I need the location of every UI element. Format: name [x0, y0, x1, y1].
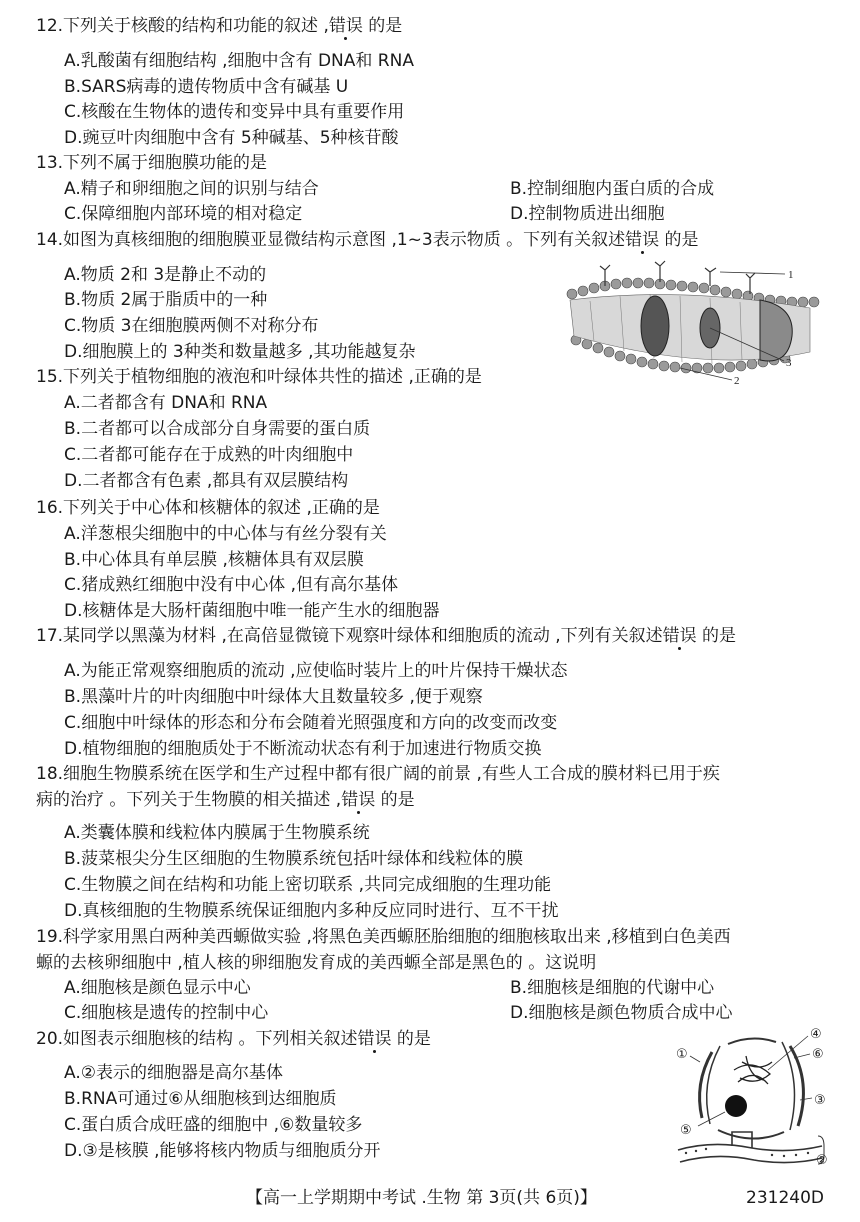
option-13d: D.控制物质进出细胞	[510, 204, 665, 224]
option-20c: C.蛋白质合成旺盛的细胞中 ,⑥数量较多	[64, 1115, 363, 1135]
emphasis-mark: 错误	[357, 1029, 392, 1049]
nucleus-label-6: ⑥	[812, 1047, 824, 1062]
cell-nucleus-figure	[672, 1022, 832, 1170]
option-19c: C.细胞核是遗传的控制中心	[64, 1003, 269, 1023]
nucleus-label-2: ②	[816, 1153, 828, 1168]
option-20d: D.③是核膜 ,能够将核内物质与细胞质分开	[64, 1141, 381, 1161]
option-19a: A.细胞核是颜色显示中心	[64, 978, 251, 998]
membrane-label-2: 2	[734, 375, 740, 386]
option-14b: B.物质 2属于脂质中的一种	[64, 290, 268, 310]
question-14-stem: 14.如图为真核细胞的细胞膜亚显微结构示意图 ,1~3表示物质 。下列有关叙述错误 的是	[36, 230, 699, 250]
option-17d: D.植物细胞的细胞质处于不断流动状态有利于加速进行物质交换	[64, 739, 542, 759]
page-footer: 【高一上学期期中考试 .生物 第 3页(共 6页)】	[246, 1188, 597, 1208]
membrane-label-1: 1	[788, 269, 794, 281]
option-18d: D.真核细胞的生物膜系统保证细胞内多种反应同时进行、互不干扰	[64, 901, 559, 921]
question-18-stem-cont: 病的治疗 。下列关于生物膜的相关描述 ,错误 的是	[36, 790, 415, 810]
option-20b: B.RNA可通过⑥从细胞核到达细胞质	[64, 1089, 337, 1109]
exam-code: 231240D	[746, 1188, 824, 1208]
question-12-stem: 12.下列关于核酸的结构和功能的叙述 ,错误 的是	[36, 16, 403, 36]
question-17-stem: 17.某同学以黑藻为材料 ,在高倍显微镜下观察叶绿体和细胞质的流动 ,下列有关叙述错误 的是	[36, 626, 737, 646]
option-16d: D.核糖体是大肠杆菌细胞中唯一能产生水的细胞器	[64, 601, 440, 621]
nucleus-label-1: ①	[676, 1047, 688, 1062]
option-13a: A.精子和卵细胞之间的识别与结合	[64, 179, 319, 199]
option-15d: D.二者都含有色素 ,都具有双层膜结构	[64, 471, 349, 491]
question-16-stem: 16.下列关于中心体和核糖体的叙述 ,正确的是	[36, 498, 380, 518]
option-12d: D.豌豆叶肉细胞中含有 5种碱基、5种核苷酸	[64, 128, 399, 148]
option-14a: A.物质 2和 3是静止不动的	[64, 265, 267, 285]
membrane-label-3: 3	[786, 357, 792, 369]
option-19d: D.细胞核是颜色物质合成中心	[510, 1003, 733, 1023]
option-17c: C.细胞中叶绿体的形态和分布会随着光照强度和方向的改变而改变	[64, 713, 558, 733]
emphasis-mark: 错误	[625, 230, 660, 250]
option-18b: B.菠菜根尖分生区细胞的生物膜系统包括叶绿体和线粒体的膜	[64, 849, 524, 869]
option-19b: B.细胞核是细胞的代谢中心	[510, 978, 715, 998]
option-20a: A.②表示的细胞器是高尔基体	[64, 1063, 283, 1083]
option-18c: C.生物膜之间在结构和功能上密切联系 ,共同完成细胞的生理功能	[64, 875, 552, 895]
question-18-stem: 18.细胞生物膜系统在医学和生产过程中都有很广阔的前景 ,有些人工合成的膜材料已用于疾	[36, 764, 720, 784]
option-13b: B.控制细胞内蛋白质的合成	[510, 179, 715, 199]
option-17b: B.黑藻叶片的叶肉细胞中叶绿体大且数量较多 ,便于观察	[64, 687, 483, 707]
question-13-stem: 13.下列不属于细胞膜功能的是	[36, 153, 268, 173]
question-19-stem: 19.科学家用黑白两种美西螈做实验 ,将黑色美西螈胚胎细胞的细胞核取出来 ,移植到白色美西	[36, 927, 731, 947]
option-17a: A.为能正常观察细胞质的流动 ,应使临时装片上的叶片保持干燥状态	[64, 661, 568, 681]
emphasis-mark: 错误	[328, 16, 363, 36]
option-14c: C.物质 3在细胞膜两侧不对称分布	[64, 316, 319, 336]
option-15b: B.二者都可以合成部分自身需要的蛋白质	[64, 419, 371, 439]
question-15-stem: 15.下列关于植物细胞的液泡和叶绿体共性的描述 ,正确的是	[36, 367, 482, 387]
emphasis-mark: 错误	[662, 626, 697, 646]
question-19-stem-cont: 螈的去核卵细胞中 ,植人核的卵细胞发育成的美西螈全部是黑色的 。这说明	[36, 953, 597, 973]
option-16c: C.猪成熟红细胞中没有中心体 ,但有高尔基体	[64, 575, 399, 595]
option-16a: A.洋葱根尖细胞中的中心体与有丝分裂有关	[64, 524, 387, 544]
option-18a: A.类囊体膜和线粒体内膜属于生物膜系统	[64, 823, 370, 843]
option-12b: B.SARS病毒的遗传物质中含有碱基 U	[64, 77, 349, 97]
option-14d: D.细胞膜上的 3种类和数量越多 ,其功能越复杂	[64, 342, 416, 362]
option-15c: C.二者都可能存在于成熟的叶肉细胞中	[64, 445, 354, 465]
emphasis-mark: 错误	[341, 790, 376, 810]
option-12c: C.核酸在生物体的遗传和变异中具有重要作用	[64, 102, 405, 122]
option-13c: C.保障细胞内部环境的相对稳定	[64, 204, 303, 224]
option-12a: A.乳酸菌有细胞结构 ,细胞中含有 DNA和 RNA	[64, 51, 414, 71]
option-15a: A.二者都含有 DNA和 RNA	[64, 393, 268, 413]
nucleus-label-3: ③	[814, 1093, 826, 1108]
nucleus-label-4: ④	[810, 1027, 822, 1042]
question-20-stem: 20.如图表示细胞核的结构 。下列相关叙述错误 的是	[36, 1029, 431, 1049]
cell-membrane-figure	[560, 256, 830, 386]
nucleus-label-5: ⑤	[680, 1123, 692, 1138]
option-16b: B.中心体具有单层膜 ,核糖体具有双层膜	[64, 550, 364, 570]
